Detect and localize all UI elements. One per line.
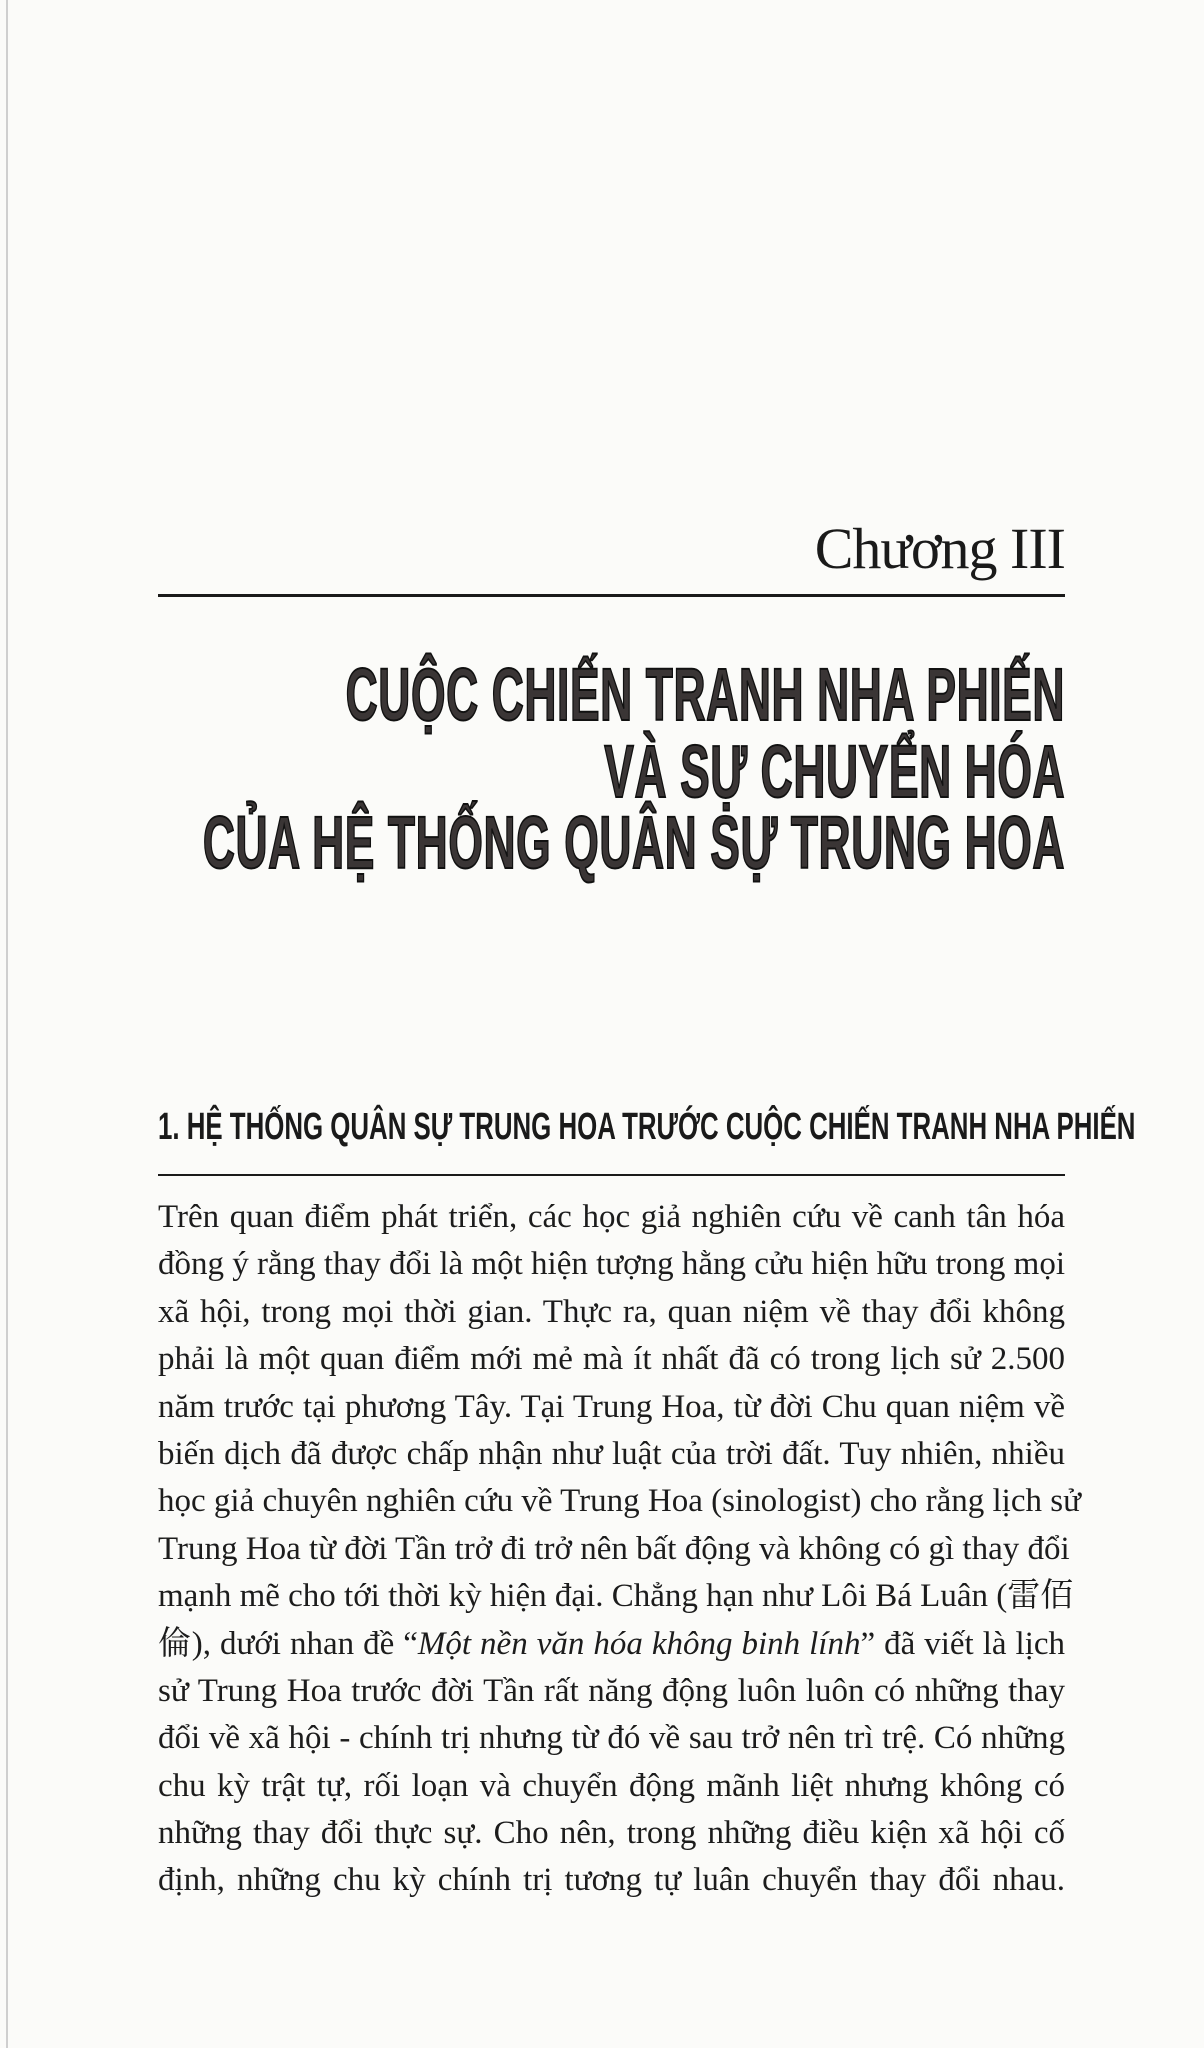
body-line: biến dịch đã được chấp nhận như luật của trời đất. Tuy nhiên, nhiều: [158, 1435, 1065, 1472]
body-text: [158, 1194, 1081, 1905]
line-text: 倫), dưới nhan đề “: [158, 1625, 418, 1662]
body-line: những thay đổi thực sự. Cho nên, trong những điều kiện xã hội cố: [158, 1815, 1065, 1852]
page-edge: [6, 0, 8, 2048]
chapter-divider: [158, 594, 1065, 597]
body-line: sử Trung Hoa trước đời Tần rất năng động luôn luôn có những thay: [158, 1672, 1065, 1709]
body-line: đổi về xã hội - chính trị nhưng từ đó về sau trở nên trì trệ. Có những: [158, 1720, 1065, 1757]
body-line: Trung Hoa từ đời Tần trở đi trở nên bất động và không có gì thay đổi: [158, 1530, 1070, 1567]
body-line: phải là một quan điểm mới mẻ mà ít nhất đã có trong lịch sử 2.500: [158, 1341, 1065, 1378]
section-heading: 1. HỆ THỐNG QUÂN SỰ TRUNG HOA TRƯỚC CUỘC CHIẾN TRANH NHA PHIẾN: [158, 1106, 1136, 1148]
chapter-title-line-1: CUỘC CHIẾN TRANH NHA PHIẾN: [345, 653, 1065, 736]
body-line: xã hội, trong mọi thời gian. Thực ra, quan niệm về thay đổi không: [158, 1293, 1065, 1330]
section-divider: [158, 1174, 1065, 1176]
body-line: mạnh mẽ cho tới thời kỳ hiện đại. Chẳng hạn như Lôi Bá Luân (雷佰: [158, 1578, 1074, 1615]
body-line: [158, 1621, 1065, 1668]
line-text: ” đã viết là lịch: [860, 1625, 1066, 1662]
body-line: học giả chuyên nghiên cứu về Trung Hoa (sinologist) cho rằng lịch sử: [158, 1483, 1081, 1520]
body-line: năm trước tại phương Tây. Tại Trung Hoa, từ đời Chu quan niệm về: [158, 1388, 1065, 1425]
body-line: Trên quan điểm phát triển, các học giả nghiên cứu về canh tân hóa: [158, 1199, 1065, 1235]
body-line: chu kỳ trật tự, rối loạn và chuyển động mãnh liệt nhưng không có: [158, 1767, 1065, 1804]
chapter-title-line-3: CỦA HỆ THỐNG QUÂN SỰ TRUNG HOA: [202, 801, 1065, 884]
body-line: định, những chu kỳ chính trị tương tự luân chuyển thay đổi nhau.: [158, 1862, 1065, 1899]
chapter-title-line-2: VÀ SỰ CHUYỂN HÓA: [604, 730, 1065, 813]
body-line: đồng ý rằng thay đổi là một hiện tượng hằng cửu hiện hữu trong mọi: [158, 1246, 1065, 1283]
italic-book-title: Một nền văn hóa không binh lính: [417, 1625, 861, 1662]
chapter-label: Chương III: [814, 516, 1065, 581]
